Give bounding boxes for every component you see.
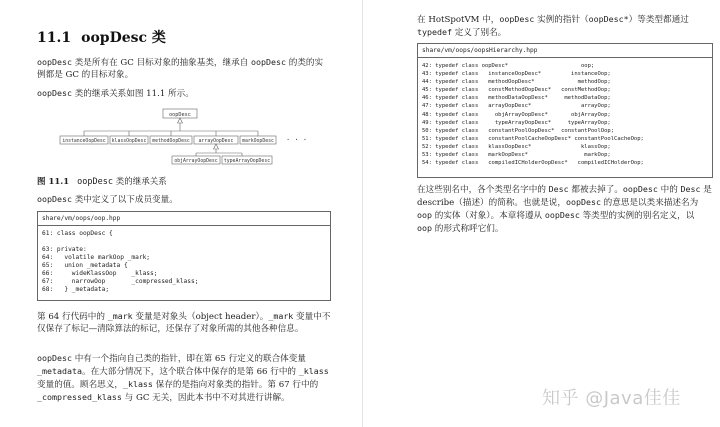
text-run: 类的继承关系 [113,177,167,187]
text-run: 第 64 行代码中的 [37,312,108,322]
inline-code: typedef [417,27,452,37]
code-line: 66: wideKlassOop _klass; [42,270,158,277]
inline-code: _klass [122,379,153,389]
paragraph-members [37,193,331,206]
code-line: 65: union _metadata { [42,262,128,269]
figure-caption [37,175,167,187]
diagram-node-objarrayoopdesc-label: objArrayOopDesc [174,159,218,164]
code-block-oopshierarchy-hpp [417,43,713,178]
figure-caption-text [77,177,167,187]
section-number: 11.1 [37,30,72,46]
diagram-node-instanceoopdesc-label: instanceOopDesc [62,139,106,144]
inline-code: _mark [268,311,294,321]
text-run: 的实体（对象）。本章将遵从 [432,211,545,221]
inheritance-diagram [58,106,318,168]
inline-code: oop [417,223,432,233]
diagram-ellipsis: · · · [286,136,308,144]
inline-code: _compressed_klass [37,392,122,402]
paragraph-metadata [37,352,331,404]
text-run: 的形式称呼它们。 [432,224,504,234]
paragraph-intro [37,56,331,81]
diagram-node-typearrayoopdesc-label: typeArrayOopDesc [223,159,271,164]
inline-code: _mark [107,311,133,321]
text-run: 定义了别名。 [451,28,507,38]
text-run: 与 GC 无关，因此本书中不对其进行讲解。 [121,393,290,403]
text-run: 变量的值。顾名思义， [37,380,123,390]
diagram-node-arrayoopdesc-label: arrayOopDesc [198,139,234,144]
diagram-node-markoopdesc-label: markOopDesc [242,139,274,144]
text-run: 中有一个指向自己类的指针，即在第 65 行定义的联合体变量 [71,354,306,364]
figure-caption-label: 图 11.1 [37,177,70,187]
code-file-path: share/vm/oops/oop.hpp [38,212,330,226]
text-run: 的类的实例都是 GC 的目标对象。 [37,58,324,80]
inline-code: oopDesc [622,184,658,194]
paragraph-typedef-intro [417,13,712,39]
inline-code: oopDesc [37,353,72,363]
text-run: 实例的指针（ [534,15,589,25]
code-line: 51: typedef class constantPoolCacheOopDesc* constantPoolCacheOop; [422,135,644,142]
code-line: 44: typedef class methodOopDesc* methodOop; [422,79,611,86]
code-line: 54: typedef class compiledICHolderOopDesc* compiledICHolderOop; [422,160,644,167]
inline-code: _metadata [37,366,82,376]
paragraph-mark [37,310,331,335]
code-line: 53: typedef class markOopDesc* markOop; [422,152,611,159]
inline-code: oop [417,210,432,220]
code-line: 48: typedef class objArrayOopDesc* objArrayOop; [422,111,611,118]
code-listing [418,58,712,171]
code-line: 61: class oopDesc { [42,230,113,237]
inline-code: oopDesc [544,210,580,220]
right-page [362,0,720,427]
text-run: 在这些别名中，各个类型名字中的 [417,185,549,195]
code-line: 64: volatile markOop _mark; [42,254,151,261]
text-run: 在 HotSpotVM 中， [417,15,500,25]
code-line: 63: private: [42,246,87,253]
text-run: 类中定义了以下成员变量。 [71,195,178,205]
inline-code: oopDesc [37,194,72,204]
text-run: 中的 [657,185,681,195]
inline-code: oopDesc* [588,14,629,24]
code-line: 47: typedef class arrayOopDesc* arrayOop; [422,103,611,110]
text-run: 是 describe（描述）的简称。也就是说， [417,185,712,208]
text-run: 变量中不仅保存了标记—清除算法的标记，还保存了对象所需的其他各种信息。 [37,312,331,334]
code-file-path: share/vm/oops/oopsHierarchy.hpp [418,44,712,58]
text-run: 类是所有在 GC 目标对象的抽象基类，继承自 [71,58,252,68]
code-line: 67: narrowOop _compressed_klass; [42,278,199,285]
watermark: 知乎 @Java佳佳 [542,388,681,409]
text-run: 。在大部分情况下，这个联合体中保存的是第 66 行中的 [81,367,299,377]
code-line: 68: } _metadata; [42,286,110,293]
inline-code: oopDesc [37,88,72,98]
text-run: 保存的是指向对象类的指针。第 67 行中的 [152,380,319,390]
inline-code: oopDesc [77,177,113,187]
code-line: 42: typedef class oopDesc* oop; [422,63,595,69]
text-run: 的意思是以类来描述名为 [600,198,699,208]
inline-code: _klass [298,366,329,376]
diagram-node-klassoopdesc-label: klassOopDesc [111,139,147,144]
code-line: 52: typedef class klassOopDesc* klassOop; [422,143,611,150]
code-line: 45: typedef class constMethodOopDesc* constMethodOop; [422,87,611,94]
diagram-node-methodoopdesc-label: methodOopDesc [152,139,190,144]
text-run: 等类型的实例的别名定义，以 [579,211,695,221]
section-title: oopDesc 类 [81,30,166,46]
code-block-oop-hpp [37,211,331,301]
code-line: 49: typedef class typeArrayOopDesc* typeArrayOop; [422,119,611,126]
text-run: ）等类型都通过 [628,15,689,25]
inline-code: Desc [680,184,701,194]
diagram-node-root-label: oopDesc [169,112,191,118]
inline-code: oopDesc [251,57,286,67]
inline-code: oopDesc [565,197,601,207]
code-line: 46: typedef class methodDataOopDesc* methodDataOop; [422,95,611,102]
inline-code: Desc [548,184,569,194]
code-line [42,238,326,246]
section-heading [37,27,166,47]
text-run: 变量是对象头（object header）。 [132,312,269,322]
code-listing [38,226,330,298]
inline-code: oopDesc [37,57,72,67]
paragraph-inheritance-ref [37,87,331,100]
text-run: 都被去掉了。 [568,185,623,195]
inline-code: oopDesc [499,14,535,24]
code-line: 43: typedef class instanceOopDesc* instanceOop; [422,71,611,78]
code-line: 50: typedef class constantPoolOopDesc* constantPoolOop; [422,127,615,134]
text-run: 类的继承关系如图 11.1 所示。 [71,89,194,99]
paragraph-desc-meaning [417,183,712,235]
